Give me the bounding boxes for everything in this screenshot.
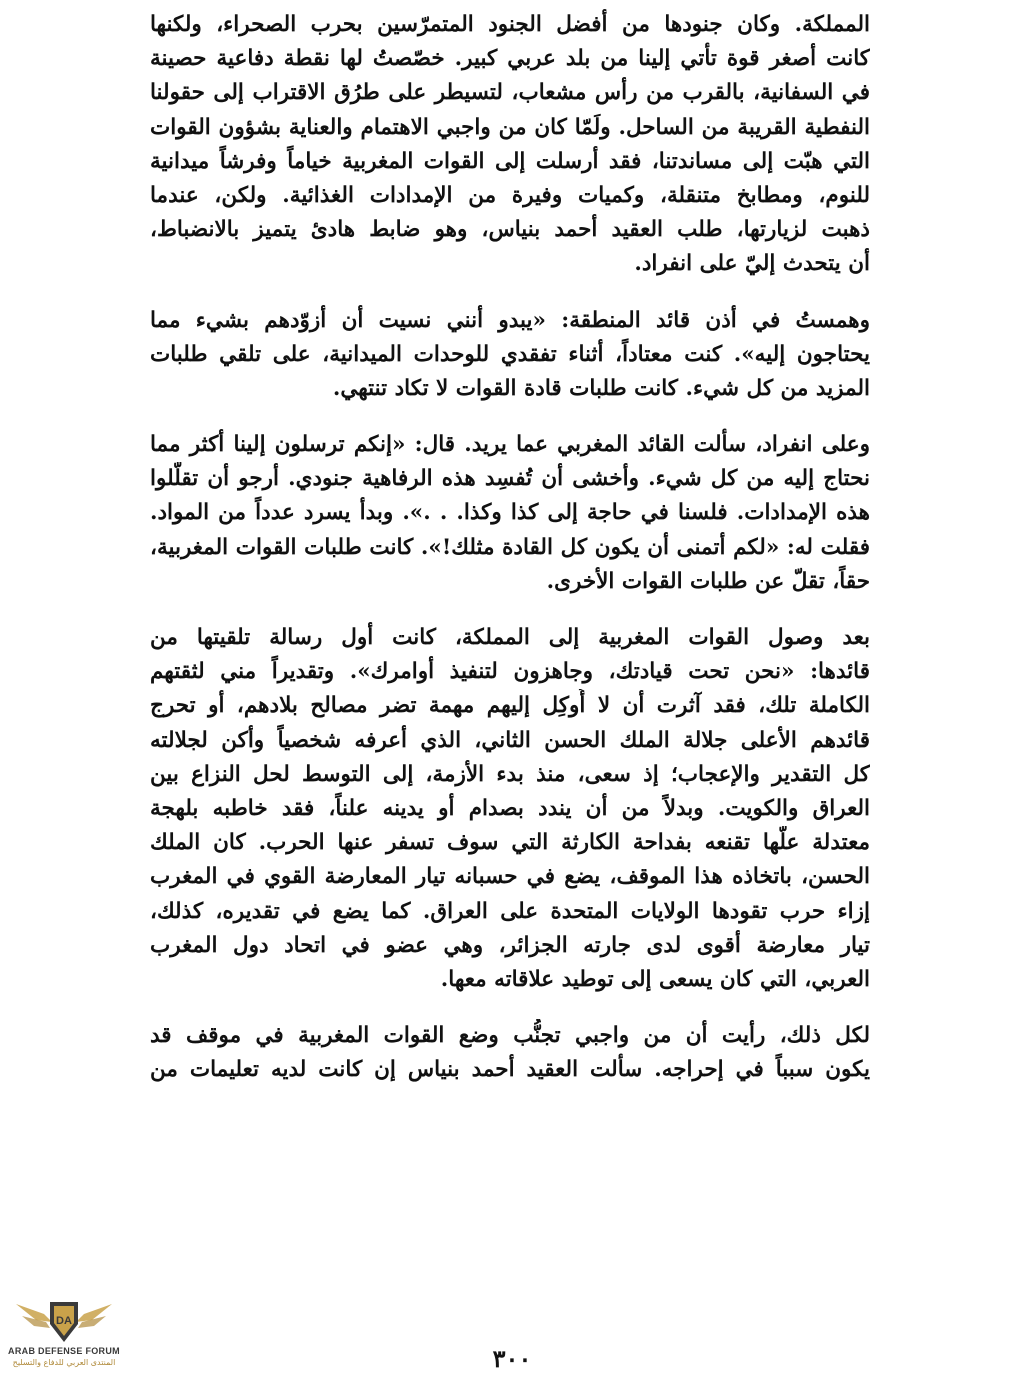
text-line: الكاملة تلك، فقد آثرت أن لا أُوكِل إليهم مهمة تضر مصالح بلادهم، أو تحرج: [150, 693, 870, 719]
text-line: لكل ذلك، رأيت أن من واجبي تجنُّب وضع القوات المغربية في موقف قد: [150, 1023, 870, 1049]
text-line: فقلت له: «لكم أتمنى أن يكون كل القادة مثلك!». كانت طلبات القوات المغربية،: [150, 534, 870, 560]
text-line: تيار معارضة أقوى لدى جارته الجزائر، وهي عضو في اتحاد دول المغرب: [150, 932, 870, 958]
text-line: في السفانية، بالقرب من رأس مشعاب، لتسيطر على طرُق الاقتراب إلى حقولنا: [150, 80, 870, 106]
text-line: وهمستُ في أذن قائد المنطقة: «يبدو أنني نسيت أن أزوّدهم بشيء مما: [150, 307, 870, 333]
text-line: ذهبت لزيارتها، طلب العقيد أحمد بنياس، وهو ضابط هادئ يتميز بالانضباط،: [150, 217, 870, 243]
text-line: هذه الإمدادات. فلسنا في حاجة إلى كذا وكذا. . .». وبدأ يسرد عدداً من المواد.: [150, 500, 870, 526]
text-line: العربي، التي كان يسعى إلى توطيد علاقاته معها.: [440, 966, 870, 992]
paragraph: [150, 428, 870, 599]
text-line: نحتاج إليه من كل شيء. وأخشى أن تُفسِد هذه الرفاهية جنودي. أرجو أن تقلّلوا: [150, 466, 870, 492]
watermark-logo: [8, 1290, 120, 1378]
page-number: ٣٠٠: [492, 1344, 532, 1373]
text-line: الحسن، باتخاذه هذا الموقف، يضع في حسبانه تيار المعارضة القوي في المغرب: [150, 864, 870, 890]
text-line: التي هبّت إلى مساندتنا، فقد أرسلت إلى القوات المغربية خياماً وفرشاً ميدانية: [150, 148, 870, 174]
paragraph: [150, 1019, 870, 1087]
watermark-name-en: ARAB DEFENSE FORUM: [8, 1346, 120, 1356]
text-line: العراق والكويت. وبدلاً من أن يندد بصدام أو يدينه علناً، فقد خاطبه بلهجة: [150, 795, 870, 821]
paragraph: [150, 621, 870, 997]
text-line: قائدها: «نحن تحت قيادتك، وجاهزون لتنفيذ أوامرك». وتقديراً مني لثقتهم: [150, 659, 870, 685]
eagle-shield-icon: [8, 1290, 120, 1348]
text-line: المزيد من كل شيء. كانت طلبات قادة القوات لا تكاد تنتهي.: [332, 375, 870, 401]
text-line: إزاء حرب تقودها الولايات المتحدة على العراق. كما يضع في تقديره، كذلك،: [150, 898, 870, 924]
text-line: قائدهم الأعلى جلالة الملك الحسن الثاني، الذي أعرفه شخصياً وأكن لجلالته: [150, 727, 870, 753]
paragraph: [150, 8, 870, 282]
page-body: [150, 8, 870, 1109]
text-line: وعلى انفراد، سألت القائد المغربي عما يريد. قال: «إنكم ترسلون إلينا أكثر مما: [150, 432, 870, 458]
text-line: كانت أصغر قوة تأتي إلينا من بلد عربي كبير. خصّصتُ لها نقطة دفاعية حصينة: [150, 46, 870, 72]
text-line: معتدلة علّها تقنعه بفداحة الكارثة التي سوف تسفر عنها الحرب. كان الملك: [150, 830, 870, 856]
text-line: حقاً، تقلّ عن طلبات القوات الأخرى.: [546, 568, 870, 594]
text-line: بعد وصول القوات المغربية إلى المملكة، كانت أول رسالة تلقيتها من: [150, 625, 870, 650]
text-line: أن يتحدث إليّ على انفراد.: [634, 251, 870, 277]
text-line: النفطية القريبة من الساحل. ولَمّا كان من واجبي الاهتمام والعناية بشؤون القوات: [150, 114, 870, 140]
paragraph: [150, 304, 870, 407]
text-line: يحتاجون إليه». كنت معتاداً، أثناء تفقدي للوحدات الميدانية، على تلقي طلبات: [150, 341, 870, 367]
watermark-name-ar: المنتدى العربي للدفاع والتسليح: [12, 1358, 116, 1367]
text-line: المملكة. وكان جنودها من أفضل الجنود المتمرّسين بحرب الصحراء، ولكنها: [150, 12, 870, 37]
text-line: للنوم، ومطابخ متنقلة، وكميات وفيرة من الإمدادات الغذائية. ولكن، عندما: [150, 182, 870, 208]
text-line: يكون سبباً في إحراجه. سألت العقيد أحمد بنياس إن كانت لديه تعليمات من: [150, 1057, 870, 1083]
logo-letters: DA: [56, 1315, 72, 1327]
text-line: كل التقدير والإعجاب؛ إذ سعى، منذ بدء الأزمة، إلى التوسط لحل النزاع بين: [150, 761, 870, 787]
